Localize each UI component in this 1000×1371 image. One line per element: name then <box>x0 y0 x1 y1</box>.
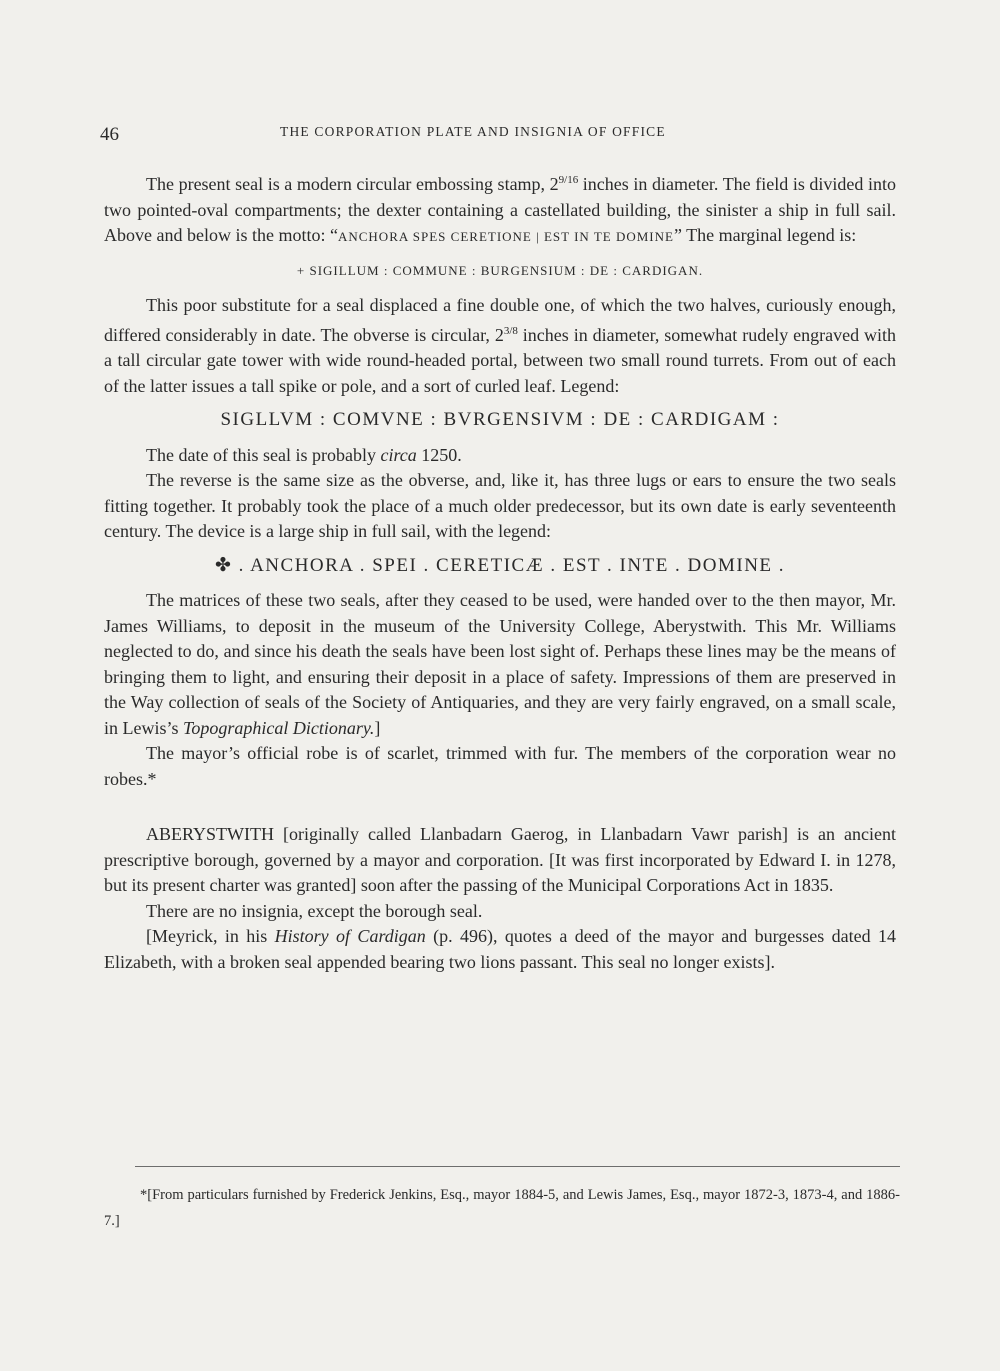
paragraph-matrices: The matrices of these two seals, after they ceased to be used, were handed over to the then mayor, Mr. James Williams, to deposit in the museum of the University College, Aberystwith. This Mr. Williams neglected to do, and since his death the seals have been lost sight of. Perhaps these lines may be the means of bringing them to light, and ensuring their deposit in a place of safety. Impressions of them are preserved in the Way collection of seals of the Society of Antiquaries, and they are very fairly engraved, on a small scale, in Lewis’s Topographical Dictionary.] <box>104 590 896 738</box>
obverse-legend: SIGLLVM : COMVNE : BVRGENSIVM : DE : CARDIGAM : <box>220 409 780 430</box>
motto: ANCHORA SPES CERETIONE | EST IN TE DOMINE <box>337 229 674 244</box>
reverse-legend: ✤ . ANCHORA . SPEI . CERETICÆ . EST . INTE . DOMINE . <box>214 554 786 576</box>
paragraph-insignia: There are no insignia, except the borough seal. <box>146 900 483 921</box>
paragraph-aberystwith: ABERYSTWITH [originally called Llanbadarn Gaerog, in Llanbadarn Vawr parish] is an ancient prescriptive borough, governed by a mayor and corporation. [It was first incorporated by Edward I. in 1278, but its present charter was granted] soon after the passing of the Municipal Corporations Act in 1835. <box>104 824 896 895</box>
body-text <box>104 168 896 975</box>
page-number: 46 <box>100 124 119 145</box>
paragraph-meyrick: [Meyrick, in his History of Cardigan (p. 496), quotes a deed of the mayor and burgesses dated 14 Elizabeth, with a broken seal appended bearing two lions passant. This seal no longer exists]. <box>104 926 896 972</box>
paragraph-robe: The mayor’s official robe is of scarlet, trimmed with fur. The members of the corporation wear no robes.* <box>104 743 896 789</box>
paragraph-substitute-seal: This poor substitute for a seal displaced a fine double one, of which the two halves, curiously enough, differed considerably in date. The obverse is circular, $2^{3/8}$ inches in diameter, somewhat rudely engraved with a tall circular gate tower with wide round-headed portal, between two small round turrets. From out of each of the latter issues a tall spike or pole, and a sort of curled leaf. Legend: <box>104 295 896 396</box>
paragraph-present-seal: The present seal is a modern circular embossing stamp, $2^{9/16}$ inches in diameter. The field is divided into two pointed-oval compartments; the dexter containing a castellated building, the sinister a ship in full sail. Above and below is the motto: “ANCHORA SPES CERETIONE | EST IN TE DOMINE” The marginal legend is: <box>104 174 896 245</box>
marginal-legend: + SIGILLUM : COMMUNE : BURGENSIUM : DE : CARDIGAN. <box>296 262 704 278</box>
book-title: History of Cardigan <box>274 926 426 946</box>
running-head: THE CORPORATION PLATE AND INSIGNIA OF OFFICE <box>280 124 666 139</box>
footnote <box>104 1182 900 1234</box>
fraction: 9/16 <box>558 174 579 186</box>
footnote-divider <box>135 1166 900 1167</box>
fraction: 3/8 <box>503 324 518 337</box>
borough-name: ABERYSTWITH <box>146 824 274 844</box>
footnote-text: *[From particulars furnished by Frederick Jenkins, Esq., mayor 1884-5, and Lewis James, Esq., mayor 1872-3, 1873-4, and 1886-7.] <box>104 1187 900 1229</box>
paragraph-reverse: The reverse is the same size as the obverse, and, like it, has three lugs or ears to ensure the two seals fitting together. It probably took the place of a much older predecessor, but its own date is early seventeenth century. The device is a large ship in full sail, with the legend: <box>104 470 896 541</box>
paragraph-date: The date of this seal is probably circa 1250. <box>146 444 462 465</box>
page-header <box>100 120 900 150</box>
book-title: Topographical Dictionary. <box>183 717 375 738</box>
